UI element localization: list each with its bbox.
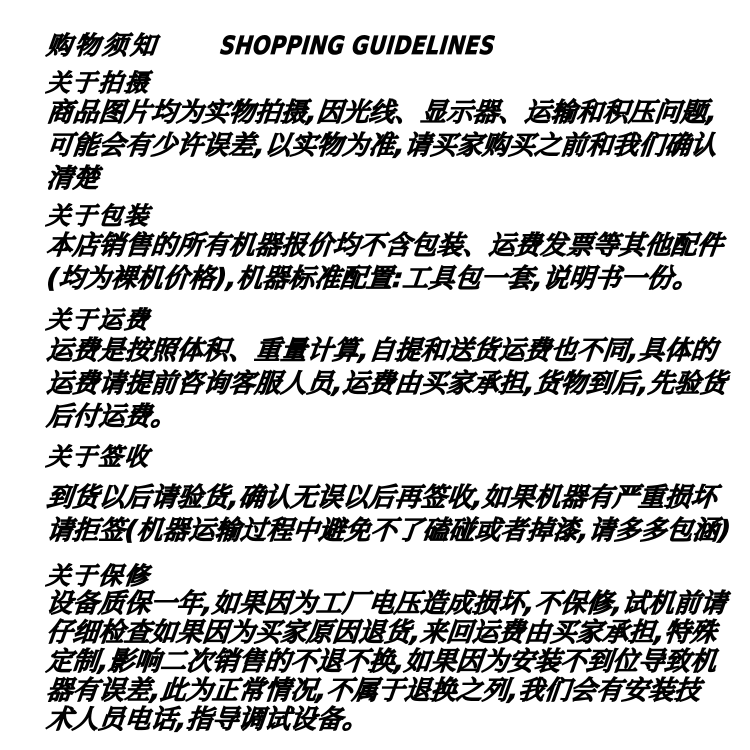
text-line: 运费是按照体积、重量计算,自提和送货运费也不同,具体的 bbox=[45, 336, 719, 366]
text-line: 后付运费。 bbox=[45, 402, 179, 432]
text-line: 术人员电话,指导调试设备。 bbox=[45, 705, 371, 735]
text-line: 请拒签(机器运输过程中避免不了磕碰或者掉漆,请多多包涵) bbox=[45, 516, 733, 546]
text-line: 设备质保一年,如果因为工厂电压造成损坏,不保修,试机前请 bbox=[45, 589, 728, 619]
section-heading-sign-for-receipt: 关于签收 bbox=[45, 443, 152, 471]
section-heading-freight: 关于运费 bbox=[45, 306, 152, 334]
page-title-en: SHOPPING GUIDELINES bbox=[219, 31, 498, 60]
section-body-packaging bbox=[45, 230, 725, 296]
text-line: 商品图片均为实物拍摄,因光线、显示器、运输和积压问题, bbox=[45, 98, 719, 128]
section-body-warranty bbox=[45, 589, 728, 735]
section-heading-photography: 关于拍摄 bbox=[45, 69, 152, 97]
page-title bbox=[45, 26, 554, 62]
text-line: 到货以后请验货,确认无误以后再签收,如果机器有严重损坏 bbox=[45, 483, 719, 513]
section-body-freight bbox=[45, 335, 729, 434]
text-line: (均为裸机价格),机器标准配置:工具包一套,说明书一份。 bbox=[45, 264, 701, 294]
text-line: 定制,影响二次销售的不退不换,如果因为安装不到位导致机 bbox=[45, 647, 718, 677]
text-line: 运费请提前咨询客服人员,运费由买家承担,货物到后,先验货 bbox=[45, 369, 729, 399]
page-title-zh: 购物须知 bbox=[45, 31, 161, 60]
section-body-sign-for-receipt bbox=[45, 482, 733, 548]
text-line: 可能会有少许误差,以实物为准,请买家购买之前和我们确认 bbox=[45, 131, 719, 161]
text-line: 清楚 bbox=[45, 164, 101, 194]
section-body-photography bbox=[45, 97, 719, 196]
text-line: 器有误差,此为正常情况,不属于退换之列,我们会有安装技 bbox=[45, 676, 702, 706]
text-line: 仔细检查如果因为买家原因退货,来回运费由买家承担,特殊 bbox=[45, 618, 718, 648]
section-heading-warranty: 关于保修 bbox=[45, 562, 152, 590]
section-heading-packaging: 关于包装 bbox=[45, 202, 152, 230]
text-line: 本店销售的所有机器报价均不含包装、运费发票等其他配件 bbox=[45, 231, 725, 261]
